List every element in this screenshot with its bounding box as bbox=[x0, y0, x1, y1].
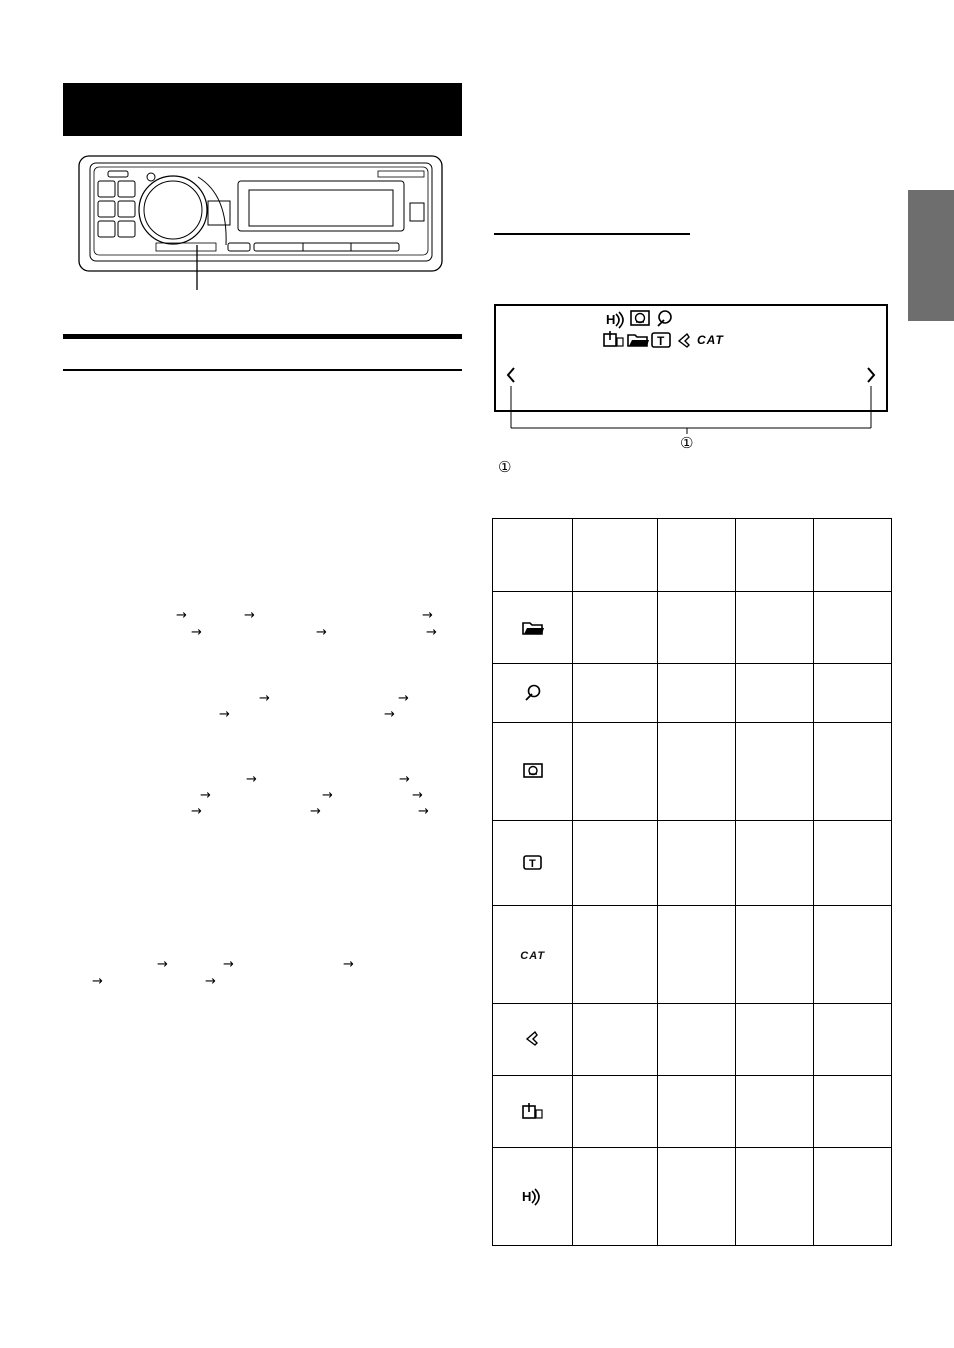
arrow: → bbox=[219, 707, 230, 722]
table-row bbox=[493, 1076, 892, 1148]
channel-icon bbox=[523, 684, 543, 702]
table-row bbox=[493, 592, 892, 664]
arrow: → bbox=[426, 625, 437, 640]
table-cell bbox=[735, 1148, 813, 1246]
artist-icon bbox=[522, 763, 544, 779]
section-title-bar bbox=[63, 83, 462, 136]
table-cell bbox=[657, 664, 735, 723]
arrow: → bbox=[244, 608, 255, 623]
title-icon bbox=[522, 855, 544, 871]
table-cell bbox=[735, 821, 813, 906]
arrow: → bbox=[92, 974, 103, 989]
arrow: → bbox=[322, 788, 333, 803]
table-cell bbox=[493, 1076, 573, 1148]
arrow: → bbox=[412, 788, 423, 803]
table-cell bbox=[657, 1148, 735, 1246]
table-cell bbox=[735, 664, 813, 723]
arrow: → bbox=[246, 772, 257, 787]
table-cell bbox=[735, 592, 813, 664]
table-cell bbox=[813, 1148, 891, 1246]
artist-icon bbox=[631, 311, 649, 325]
svg-text:T: T bbox=[528, 857, 536, 870]
table-cell bbox=[573, 1076, 657, 1148]
table-cell bbox=[735, 519, 813, 592]
table-cell bbox=[735, 1076, 813, 1148]
svg-text:H: H bbox=[521, 1189, 532, 1204]
table-cell bbox=[657, 1076, 735, 1148]
table-cell bbox=[493, 664, 573, 723]
arrow: → bbox=[422, 608, 433, 623]
arrow: → bbox=[384, 707, 395, 722]
table-header-row bbox=[493, 519, 892, 592]
table-cell bbox=[813, 1004, 891, 1076]
table-cell bbox=[813, 723, 891, 821]
table-cell bbox=[735, 906, 813, 1004]
tagged-icon bbox=[604, 331, 623, 346]
table-row bbox=[493, 664, 892, 723]
table-cell bbox=[657, 519, 735, 592]
table-cell bbox=[813, 821, 891, 906]
icon-function-table bbox=[492, 518, 892, 1246]
table-cell bbox=[657, 1004, 735, 1076]
table-cell bbox=[493, 906, 573, 1004]
table-cell bbox=[657, 821, 735, 906]
arrow: → bbox=[418, 804, 429, 819]
title-icon bbox=[652, 333, 670, 348]
category-icon: CAT bbox=[697, 333, 724, 347]
table-cell bbox=[573, 664, 657, 723]
head-unit-illustration bbox=[78, 155, 444, 295]
tagged-icon bbox=[521, 1102, 545, 1120]
table-cell bbox=[735, 1004, 813, 1076]
table-cell bbox=[813, 592, 891, 664]
table-cell bbox=[573, 519, 657, 592]
table-cell bbox=[813, 1076, 891, 1148]
hd-radio-icon bbox=[521, 1186, 545, 1206]
legend-marker: ① bbox=[498, 458, 512, 476]
folder-icon bbox=[521, 621, 545, 637]
svg-text:H: H bbox=[606, 312, 616, 327]
arrow: → bbox=[205, 974, 216, 989]
arrow: → bbox=[176, 608, 187, 623]
lcd-callout-number: ① bbox=[680, 434, 694, 452]
arrow: → bbox=[316, 625, 327, 640]
table-row bbox=[493, 821, 892, 906]
table-row bbox=[493, 723, 892, 821]
table-cell bbox=[657, 592, 735, 664]
table-cell bbox=[493, 1004, 573, 1076]
table-cell bbox=[573, 821, 657, 906]
subsection-heading-underline bbox=[494, 233, 690, 235]
table-cell bbox=[493, 821, 573, 906]
hd-radio-icon bbox=[606, 312, 623, 328]
table-cell bbox=[573, 723, 657, 821]
arrow: → bbox=[398, 691, 409, 706]
category-icon: CAT bbox=[520, 949, 546, 962]
table-cell bbox=[813, 519, 891, 592]
table-cell bbox=[493, 723, 573, 821]
table-cell bbox=[573, 592, 657, 664]
bell-icon bbox=[523, 1030, 543, 1048]
table-row bbox=[493, 1004, 892, 1076]
arrow: → bbox=[310, 804, 321, 819]
arrow: → bbox=[157, 957, 168, 972]
table-cell bbox=[493, 1148, 573, 1246]
bell-icon bbox=[679, 334, 689, 347]
table-cell bbox=[657, 723, 735, 821]
table-row bbox=[493, 906, 892, 1004]
table-cell bbox=[573, 906, 657, 1004]
arrow: → bbox=[343, 957, 354, 972]
folder-icon bbox=[628, 335, 649, 346]
table-cell bbox=[813, 906, 891, 1004]
table-cell bbox=[493, 519, 573, 592]
table-cell bbox=[573, 1004, 657, 1076]
language-side-tab bbox=[908, 190, 954, 321]
arrow: → bbox=[259, 691, 270, 706]
arrow: → bbox=[191, 625, 202, 640]
table-cell bbox=[573, 1148, 657, 1246]
channel-icon bbox=[658, 311, 671, 326]
table-cell bbox=[493, 592, 573, 664]
arrow: → bbox=[223, 957, 234, 972]
table-cell bbox=[657, 906, 735, 1004]
subsection-rule bbox=[63, 369, 462, 371]
section-heading-rule bbox=[63, 334, 462, 339]
svg-text:T: T bbox=[657, 334, 665, 348]
arrow: → bbox=[191, 804, 202, 819]
arrow: → bbox=[200, 788, 211, 803]
table-cell bbox=[813, 664, 891, 723]
arrow: → bbox=[399, 772, 410, 787]
table-cell bbox=[735, 723, 813, 821]
table-row bbox=[493, 1148, 892, 1246]
